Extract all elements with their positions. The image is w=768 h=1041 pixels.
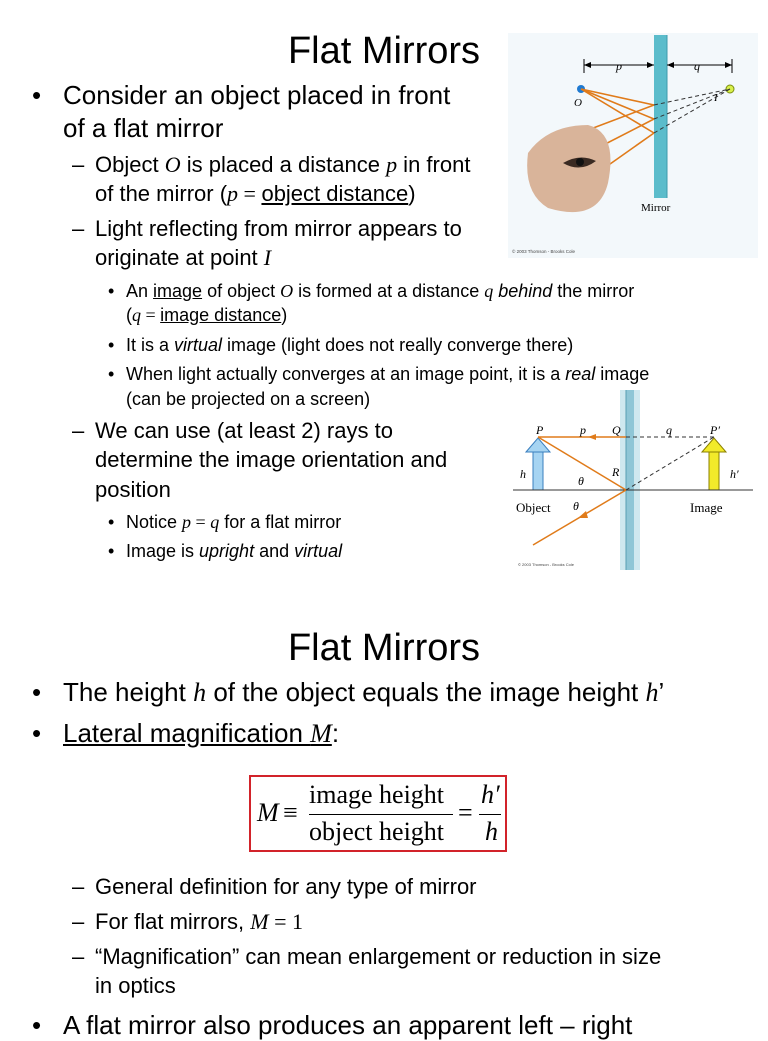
fig2-object-label: Object: [516, 500, 551, 515]
fig2-image-label: Image: [690, 500, 723, 515]
slide-title: Flat Mirrors: [287, 627, 481, 669]
fig2-R-label: R: [612, 465, 620, 479]
mirror-bar: [654, 35, 667, 198]
formula-denominator: object height: [309, 817, 445, 846]
bullet-dot: •: [32, 1010, 42, 1040]
fig1-copyright: © 2003 Thomson - Brooks Cole: [512, 249, 576, 254]
dash-marker: –: [72, 944, 85, 969]
dash-marker: –: [72, 909, 85, 934]
figure-ray-diagram: [508, 390, 758, 570]
fig1-p-label: p: [616, 59, 622, 73]
sub-bullet-text: in optics: [95, 973, 176, 998]
formula-numerator: image height: [309, 780, 445, 809]
dash-marker: –: [72, 418, 85, 443]
bullet-dot: •: [108, 335, 115, 355]
fig2-P-label: P: [536, 423, 544, 437]
fig1-mirror-label: Mirror: [641, 202, 671, 214]
sub-bullet-text: “Magnification” can mean enlargement or reduction in size: [95, 944, 662, 969]
formula-h: h: [485, 817, 498, 846]
sub-bullet-text: General definition for any type of mirror: [95, 874, 477, 899]
tertiary-text: Notice p = q for a flat mirror: [126, 512, 342, 532]
fig2-hprime-label: h′: [730, 467, 739, 481]
sub-bullet-text: determine the image orientation and: [95, 447, 448, 472]
bullet-dot: •: [108, 281, 115, 301]
fraction-bar: [479, 814, 501, 815]
bullet-text: of a flat mirror: [63, 113, 224, 143]
fig1-O-label: O: [574, 97, 582, 109]
tertiary-text: An image of object O is formed at a distance q behind the mirror: [126, 281, 635, 301]
formula-hprime: h′: [481, 780, 500, 809]
fig2-Pprime-label: P′: [710, 423, 720, 437]
bullet-dot: •: [108, 541, 115, 561]
magnification-formula: [249, 775, 507, 852]
sub-bullet-text: originate at point I: [95, 245, 272, 270]
fig2-h-label: h: [520, 467, 526, 481]
bullet-dot: •: [32, 677, 42, 707]
fig2-copyright: © 2003 Thomson - Brooks Cole: [518, 562, 575, 567]
tertiary-text: Image is upright and virtual: [126, 541, 343, 561]
sub-bullet-text: We can use (at least 2) rays to: [95, 418, 393, 443]
formula-equiv: ≡: [283, 798, 298, 827]
fig2-theta-upper: θ: [578, 474, 584, 488]
dash-marker: –: [72, 874, 85, 899]
tertiary-text: (can be projected on a screen): [126, 389, 371, 409]
fig1-q-label: q: [694, 59, 700, 73]
tertiary-text: When light actually converges at an image point, it is a real image: [126, 364, 650, 384]
sub-bullet-text: of the mirror (p = object distance): [95, 181, 416, 206]
bullet-dot: •: [32, 718, 42, 748]
fig1-I-label: I: [714, 92, 718, 104]
dash-marker: –: [72, 152, 85, 177]
tertiary-text: It is a virtual image (light does not really converge there): [126, 335, 574, 355]
fig2-p-label: p: [580, 423, 586, 437]
sub-bullet-text: Object O is placed a distance p in front: [95, 152, 471, 177]
bullet-dot: •: [32, 80, 42, 110]
fig2-q-label: q: [666, 423, 672, 437]
slide-title: Flat Mirrors: [287, 30, 481, 72]
tertiary-text: (q = image distance): [126, 305, 288, 325]
fraction-bar: [309, 814, 453, 815]
sub-bullet-text: For flat mirrors, M = 1: [95, 909, 303, 934]
sub-bullet-text: position: [95, 477, 171, 502]
bullet-text: Consider an object placed in front: [63, 80, 451, 110]
bullet-text: Lateral magnification M:: [63, 718, 340, 748]
fig2-theta-lower: θ: [573, 499, 579, 513]
sub-bullet-text: Light reflecting from mirror appears to: [95, 216, 462, 241]
bullet-dot: •: [108, 364, 115, 384]
dash-marker: –: [72, 216, 85, 241]
bullet-text-partial: A flat mirror also produces an apparent left – right: [63, 1010, 633, 1040]
figure-flat-mirror-eye: [508, 33, 758, 258]
fig2-Q-label: Q: [612, 423, 621, 437]
bullet-dot: •: [108, 512, 115, 532]
formula-equals: =: [458, 798, 473, 827]
formula-M: M: [257, 798, 279, 827]
bullet-text: The height h of the object equals the image height h’: [63, 677, 665, 707]
